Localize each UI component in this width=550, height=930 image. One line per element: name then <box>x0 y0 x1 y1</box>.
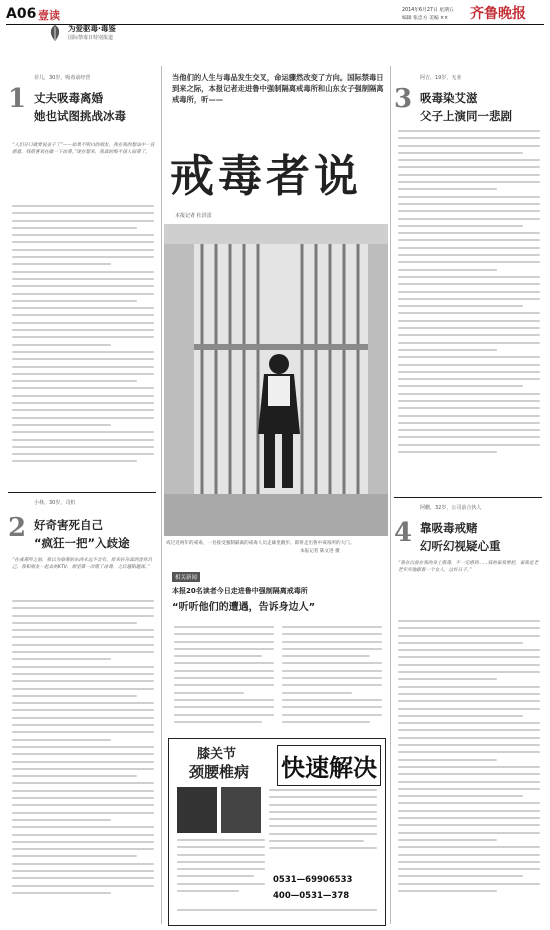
related-body-right <box>282 626 382 736</box>
story-number: 3 <box>394 84 413 114</box>
story-title-line-2: “疯狂一把”入歧途 <box>34 536 130 550</box>
ad-headline-1: 膝关节 <box>197 747 237 762</box>
ad-text-right <box>269 789 377 859</box>
story-lead: “人们开口就要说金子了”——如果不明白的朋友，我在我的想法中一直感恩，我很喜欢在做一下冰毒。”现在想来，我真的悔不该人间毒了。 <box>12 143 155 156</box>
related-tag: 相关新闻 <box>172 572 200 582</box>
related-quote: “听听他们的遭遇，告诉身边人” <box>172 602 316 613</box>
story-title-line-2: 父子上演同一悲剧 <box>420 109 512 123</box>
related-title: 本报20名读者今日走进鲁中强制隔离戒毒所 <box>172 587 308 595</box>
byline: 本报记者 杜洪雷 <box>175 213 212 219</box>
story-title-line-1: 靠吸毒戒赌 <box>420 521 478 535</box>
divider-left-1 <box>8 492 156 493</box>
story-kicker: 阿鹏，32岁，公司前合伙人 <box>420 505 482 511</box>
story-title-line-1: 好奇害死自己 <box>34 518 103 532</box>
ad-footer <box>177 909 377 919</box>
page-header <box>0 0 550 41</box>
story-1-body <box>12 205 154 487</box>
editor-line: 编辑 张忠方 美编 ×× <box>402 16 449 21</box>
story-2-body <box>12 600 154 925</box>
drug-leaf-icon <box>46 24 64 42</box>
related-body-left <box>174 626 274 736</box>
ad-headline-3: 快速解决 <box>277 745 381 786</box>
story-kicker: 菲儿，30岁，吸毒前经营 <box>34 75 91 81</box>
newspaper-logo: 齐鲁晚报 <box>470 6 526 22</box>
story-title-line-1: 丈夫吸毒离婚 <box>34 91 103 105</box>
story-title-line-2: 她也试图挑战冰毒 <box>34 109 126 123</box>
page-code: A06 <box>6 6 37 22</box>
story-lead: “我在以前在我的身上吸毒，不一定感到……我的家我要把，家我是老老实实地跟着一个女人，过好日子。” <box>398 561 539 574</box>
ad-headline-2: 颈腰椎病 <box>189 763 250 781</box>
section-badge: 壹读 <box>38 9 60 22</box>
story-number: 1 <box>8 84 27 114</box>
column-rule-right <box>390 66 391 924</box>
date-line: 2014年6月27日 星期五 <box>402 8 454 13</box>
xray-image <box>221 787 261 833</box>
story-lead: “在戒毒所之前，我以为染毒的东西永远不会有，原来好奇真的害死自己，我和朋友一起去的KTV，那里第一次吸了冰毒，之后越陷越深。” <box>12 558 153 571</box>
story-kicker: 小林，30岁，司机 <box>34 500 76 506</box>
ad-phone-1: 0531—69906533 <box>273 875 353 885</box>
column-rule-left <box>161 66 162 924</box>
intro-paragraph: 当他们的人生与毒品发生交叉，命运骤然改变了方向。国际禁毒日到来之际，本报记者走进鲁中强制隔离戒毒所和山东女子强制隔离戒毒所，听—— <box>172 73 384 104</box>
ad-text-left <box>177 839 265 899</box>
main-photo <box>164 224 388 536</box>
photo-credit: 本报记者 陈文进 摄 <box>300 549 340 554</box>
story-title-line-1: 吸毒染艾滋 <box>420 91 478 105</box>
story-kicker: 阿吉，19岁，无业 <box>420 75 462 81</box>
ad-phone-2: 400—0531—378 <box>273 891 350 901</box>
story-4-body <box>398 620 540 924</box>
story-number: 2 <box>8 513 27 543</box>
story-3-body <box>398 130 540 492</box>
column-subtitle: 国际禁毒日特别报道 <box>68 35 114 41</box>
story-title-line-2: 幻听幻视疑心重 <box>420 539 501 553</box>
xray-image <box>177 787 217 833</box>
divider-right-1 <box>394 497 542 498</box>
column-title: 为爱驱毒·毒鉴 <box>68 24 116 33</box>
photo-caption: 戒过近两年的戒毒，一名接受强制隔离的戒毒人员走廊里踱步。即将走出鲁中戒毒所的大门。 <box>166 541 355 546</box>
advertisement <box>168 738 386 926</box>
story-number: 4 <box>394 518 413 548</box>
main-title: 戒毒者说 <box>170 151 362 202</box>
